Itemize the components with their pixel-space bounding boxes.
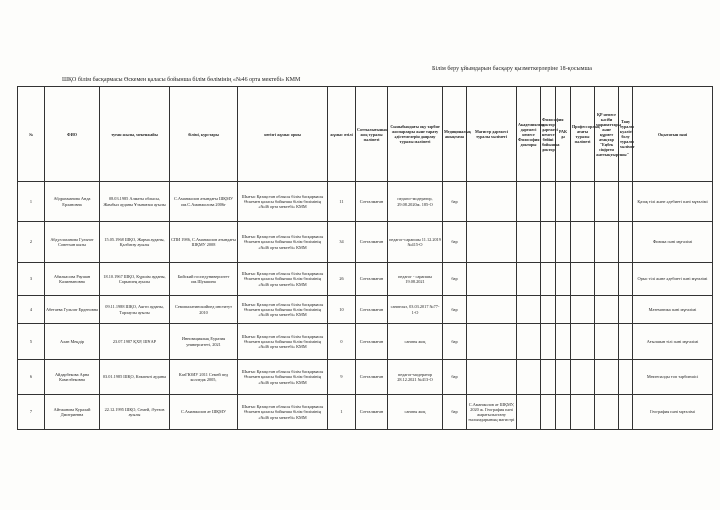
column-header: №: [18, 87, 45, 182]
row-number: 6: [18, 360, 45, 395]
birth-address: 18.10.1967 ШҚО, Күршім ауданы, Сарыөлең ауылы: [100, 263, 170, 296]
appendix-title: Білім беру ұйымдарын басқару қызметкерлеріне 18-қосымша: [432, 66, 592, 72]
criminal-record: Сотталмаған: [356, 182, 388, 222]
subject-taught: Математика пәні мұғалімі: [633, 296, 713, 324]
rak-degree: [556, 395, 571, 430]
subject-taught: Мектепалды топ тәрбиешісі: [633, 360, 713, 395]
row-number: 4: [18, 296, 45, 324]
organization-title: ШҚО білім басқармасы Өскемен қаласы бойынша білім бөлімінің «№46 орта мектебі» КММ: [62, 77, 301, 83]
work-experience: 26: [328, 263, 356, 296]
column-header: Тану туралы куәлігі болу туралы мәлімет: [619, 87, 633, 182]
column-header: туған жылы, мекенжайы: [100, 87, 170, 182]
master-degree: [467, 324, 517, 360]
workplace: Шығыс Қазақстан облысы білім басқармасы Өскемен қаласы бойынша білім бөлімінің «№46 орта мектебі» КММ: [238, 324, 328, 360]
academic-degree: [517, 222, 541, 263]
qualification: санаты жоқ: [388, 395, 443, 430]
full-name: Айтжанова Куралай Дмитриевна: [45, 395, 100, 430]
workplace: Шығыс Қазақстан облысы білім басқармасы Өскемен қаласы бойынша білім бөлімінің «№46 орта мектебі» КММ: [238, 263, 328, 296]
full-name: Абдрахманова Анда Ерлановна: [45, 182, 100, 222]
qualification: педагог - сарапшы 19.08.2021: [388, 263, 443, 296]
column-header: Оқытатын пәні: [633, 87, 713, 182]
birth-address: 22.12.1995 ШҚО, Семей, Әуезов ауылы: [100, 395, 170, 430]
phd-degree: [541, 263, 556, 296]
table-row: [18, 296, 713, 324]
column-header: Сыныбындағы оқу тәрбие жоспарлары және тарату әдістемелерін даярлау туралы мәліметі: [388, 87, 443, 182]
full-name: Айдарбекова Арна Камелбековна: [45, 360, 100, 395]
table-row: [18, 222, 713, 263]
birth-address: 09.11.1988 ШҚО, Аягөз ауданы, Тарлаулы ауылы: [100, 296, 170, 324]
column-header: Академиялық дәрежесі немесе Философия докторы: [517, 87, 541, 182]
column-header: Философия доктор дәрежесі немесе бейіні бойынша доктор: [541, 87, 556, 182]
full-name: Абилкасова Раушан Калиевановна: [45, 263, 100, 296]
certificate: [619, 296, 633, 324]
criminal-record: Сотталмаған: [356, 263, 388, 296]
medical-certificate: бар: [443, 395, 467, 430]
master-degree: [467, 360, 517, 395]
phd-degree: [541, 360, 556, 395]
phd-degree: [541, 222, 556, 263]
medical-certificate: бар: [443, 182, 467, 222]
row-number: 1: [18, 182, 45, 222]
work-experience: 11: [328, 182, 356, 222]
master-degree: [467, 296, 517, 324]
professor-title: [571, 182, 595, 222]
workplace: Шығыс Қазақстан облысы білім басқармасы Өскемен қаласы бойынша білім бөлімінің «№46 орта мектебі» КММ: [238, 222, 328, 263]
awards: [595, 395, 619, 430]
education: Инновациялық Еуразия университеті, 2021: [170, 324, 238, 360]
work-experience: 0: [328, 324, 356, 360]
certificate: [619, 395, 633, 430]
certificate: [619, 324, 633, 360]
certificate: [619, 222, 633, 263]
rak-degree: [556, 324, 571, 360]
full-name: Абетаева Гульзат Ерденовна: [45, 296, 100, 324]
table-row: [18, 360, 713, 395]
criminal-record: Сотталмаған: [356, 360, 388, 395]
master-degree: [467, 182, 517, 222]
medical-certificate: бар: [443, 324, 467, 360]
education: СПИ 1986, С.Аманжолов атындағы ШҚМУ 2008: [170, 222, 238, 263]
academic-degree: [517, 360, 541, 395]
phd-degree: [541, 296, 556, 324]
birth-address: 08.03.1985 Алматы облысы, Жамбыл ауданы Ұзынағаш ауылы: [100, 182, 170, 222]
subject-taught: Қазақ тілі және әдебиеті пәні мұғалімі: [633, 182, 713, 222]
awards: [595, 182, 619, 222]
workplace: Шығыс Қазақстан облысы білім басқармасы Өскемен қаласы бойынша білім бөлімінің «№46 орта мектебі» КММ: [238, 296, 328, 324]
column-header: РАК дә: [556, 87, 571, 182]
subject-taught: Ағылшын тілі пәні мұғалімі: [633, 324, 713, 360]
qualification: санаты жоқ: [388, 324, 443, 360]
workplace: Шығыс Қазақстан облысы білім басқармасы Өскемен қаласы бойынша білім бөлімінің «№46 орта мектебі» КММ: [238, 395, 328, 430]
criminal-record: Сотталмаған: [356, 296, 388, 324]
workplace: Шығыс Қазақстан облысы білім басқармасы Өскемен қаласы бойынша білім бөлімінің «№46 орта мектебі» КММ: [238, 360, 328, 395]
full-name: Алан Меңдір: [45, 324, 100, 360]
master-degree: С.Аманжолов ат ШҚМУ, 2020 ж. География пәні жаратылыстану ғылымдарының магистрі: [467, 395, 517, 430]
column-header: білімі, курстары: [170, 87, 238, 182]
work-experience: 34: [328, 222, 356, 263]
academic-degree: [517, 296, 541, 324]
education: С.Аманжолов атындағы ШҚМУ им.С.Аманжолова 2006г: [170, 182, 238, 222]
staff-table: [17, 86, 713, 430]
workplace: Шығыс Қазақстан облысы білім басқармасы Өскемен қаласы бойынша білім бөлімінің «№46 орта мектебі» КММ: [238, 182, 328, 222]
qualification: санатсыз, 03.03.2017 №77-1-О: [388, 296, 443, 324]
work-experience: 1: [328, 395, 356, 430]
column-header: жұмыс өтілі: [328, 87, 356, 182]
qualification: педагог-сарапшы 11.12.2019 №415-О: [388, 222, 443, 263]
birth-address: 03.01.1985 ШҚО, Көкпекті ауданы: [100, 360, 170, 395]
criminal-record: Сотталмаған: [356, 324, 388, 360]
criminal-record: Сотталмаған: [356, 395, 388, 430]
work-experience: 9: [328, 360, 356, 395]
qualification: педагог-модератор 28.12.2021 №413-О: [388, 360, 443, 395]
table-row: [18, 182, 713, 222]
awards: [595, 263, 619, 296]
row-number: 2: [18, 222, 45, 263]
rak-degree: [556, 182, 571, 222]
subject-taught: Орыс тілі және әдебиеті пәні мұғалімі: [633, 263, 713, 296]
full-name: Абдуллаханова Гульнот Советхан кызы: [45, 222, 100, 263]
criminal-record: Сотталмаған: [356, 222, 388, 263]
medical-certificate: бар: [443, 360, 467, 395]
rak-degree: [556, 296, 571, 324]
table-row: [18, 395, 713, 430]
awards: [595, 360, 619, 395]
professor-title: [571, 222, 595, 263]
professor-title: [571, 324, 595, 360]
medical-certificate: бар: [443, 263, 467, 296]
work-experience: 10: [328, 296, 356, 324]
awards: [595, 222, 619, 263]
certificate: [619, 182, 633, 222]
education: С.Аманжолов ат ШҚМУ: [170, 395, 238, 430]
education: КазГЮИУ 2011 Семей пед колледж 2005,: [170, 360, 238, 395]
medical-certificate: бар: [443, 222, 467, 263]
column-header: Профессорлық атағы туралы мәліметі: [571, 87, 595, 182]
master-degree: [467, 222, 517, 263]
phd-degree: [541, 324, 556, 360]
row-number: 7: [18, 395, 45, 430]
professor-title: [571, 360, 595, 395]
medical-certificate: бар: [443, 296, 467, 324]
column-header: ҚР немесе кәсіби марапаттары және құрмет атақтар "Еңбек сіңірген жаттықтырушы": [595, 87, 619, 182]
professor-title: [571, 395, 595, 430]
column-header: Магистр дәрежесі туралы мәліметі: [467, 87, 517, 182]
subject-taught: Физика пәні мұғалімі: [633, 222, 713, 263]
column-header: негізгі жұмыс орны: [238, 87, 328, 182]
table-row: [18, 324, 713, 360]
column-header: Медициналық анықтама: [443, 87, 467, 182]
row-number: 5: [18, 324, 45, 360]
subject-taught: География пәні мұғалімі: [633, 395, 713, 430]
awards: [595, 296, 619, 324]
rak-degree: [556, 360, 571, 395]
academic-degree: [517, 263, 541, 296]
academic-degree: [517, 324, 541, 360]
column-header: Соттылығының жоқ туралы мәліметі: [356, 87, 388, 182]
phd-degree: [541, 395, 556, 430]
academic-degree: [517, 395, 541, 430]
rak-degree: [556, 222, 571, 263]
qualification: педагог-модератор, 29.08.2020ж. 185-О: [388, 182, 443, 222]
academic-degree: [517, 182, 541, 222]
table-header-row: [18, 87, 713, 182]
rak-degree: [556, 263, 571, 296]
professor-title: [571, 263, 595, 296]
education: Семипалатинскийпед институт 2010: [170, 296, 238, 324]
master-degree: [467, 263, 517, 296]
education: Бийский госпедуниверситет им.Шукшина: [170, 263, 238, 296]
professor-title: [571, 296, 595, 324]
certificate: [619, 360, 633, 395]
certificate: [619, 263, 633, 296]
awards: [595, 324, 619, 360]
table-row: [18, 263, 713, 296]
birth-address: 15.05.1968 ШҚО, Жарма ауданы, Қалбатау ауылы: [100, 222, 170, 263]
column-header: ФИО: [45, 87, 100, 182]
birth-address: 23.07.1987 ҚХР, ШҰАР: [100, 324, 170, 360]
phd-degree: [541, 182, 556, 222]
row-number: 3: [18, 263, 45, 296]
